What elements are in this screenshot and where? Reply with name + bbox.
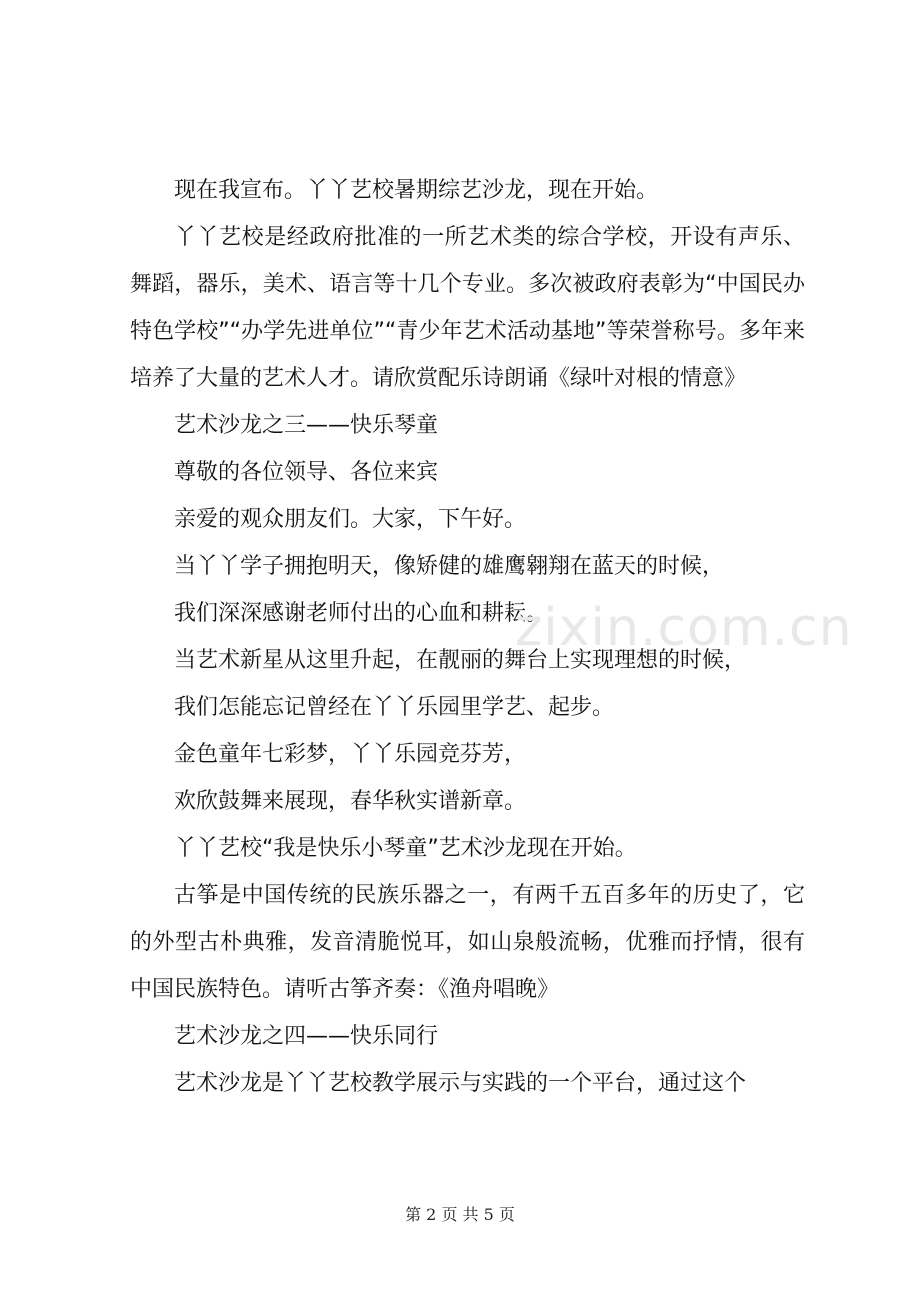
paragraph-6: 当丫丫学子拥抱明天，像矫健的雄鹰翱翔在蓝天的时候， xyxy=(174,554,725,579)
watermark: zixin.com.cn xyxy=(515,598,853,658)
paragraph-15: 艺术沙龙是丫丫艺校教学展示与实践的一个平台，通过这个 xyxy=(174,1071,747,1096)
paragraph-9: 我们怎能忘记曾经在丫丫乐园里学艺、起步。 xyxy=(174,695,615,720)
paragraph-10: 金色童年七彩梦，丫丫乐园竞芬芳， xyxy=(174,742,527,767)
section-heading-3: 艺术沙龙之三——快乐琴童 xyxy=(174,413,439,438)
paragraph-2: 丫丫艺校是经政府批准的一所艺术类的综合学校，开设有声乐、舞蹈，器乐，美术、语言等十几个专业。多次被政府表彰为“中国民办特色学校”“办学先进单位”“青少年艺术活动基地”等荣誉称号。多年来培养了大量的艺术人才。请欣赏配乐诗朗诵《绿叶对根的情意》 xyxy=(130,225,805,391)
paragraph-7: 我们深深感谢老师付出的心血和耕耘。 xyxy=(174,601,549,626)
document-body xyxy=(130,167,805,1107)
paragraph-5: 亲爱的观众朋友们。大家，下午好。 xyxy=(174,507,527,532)
paragraph-4: 尊敬的各位领导、各位来宾 xyxy=(174,460,439,485)
paragraph-12: 丫丫艺校“我是快乐小琴童”艺术沙龙现在开始。 xyxy=(174,836,637,861)
paragraph-13: 古筝是中国传统的民族乐器之一，有两千五百多年的历史了，它的外型古朴典雅，发音清脆悦耳，如山泉般流畅，优雅而抒情，很有中国民族特色。请听古筝齐奏：《渔舟唱晚》 xyxy=(130,883,805,1002)
paragraph-1: 现在我宣布。丫丫艺校暑期综艺沙龙，现在开始。 xyxy=(174,178,659,203)
paragraph-8: 当艺术新星从这里升起，在靓丽的舞台上实现理想的时候， xyxy=(174,648,747,673)
section-heading-4: 艺术沙龙之四——快乐同行 xyxy=(174,1024,439,1049)
page-footer: 第 2 页 共 5 页 xyxy=(405,1205,515,1224)
paragraph-11: 欢欣鼓舞来展现，春华秋实谱新章。 xyxy=(174,789,527,814)
